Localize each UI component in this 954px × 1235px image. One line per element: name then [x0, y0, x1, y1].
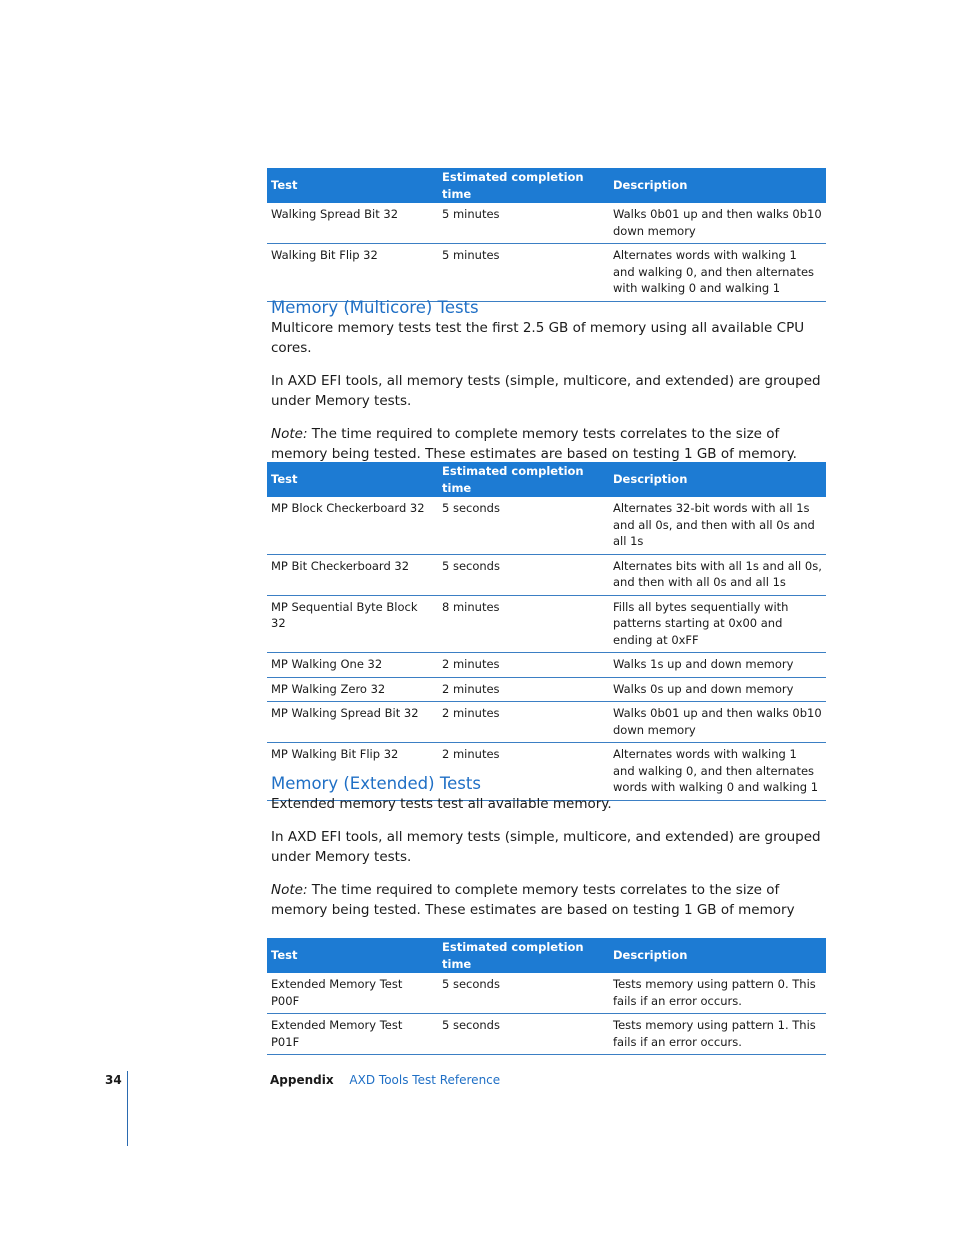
note-label: Note:	[271, 426, 308, 442]
extended-intro: Extended memory tests test all available memory.	[271, 796, 612, 812]
header-test: Test	[267, 168, 438, 203]
multicore-intro: Multicore memory tests test the first 2.5 GB of memory using all available CPU cores.	[271, 320, 805, 356]
cell-description: Walks 0s up and down memory	[609, 677, 826, 702]
table-row	[267, 203, 826, 244]
extended-note	[271, 880, 826, 920]
table-row	[267, 497, 826, 554]
note-label: Note:	[271, 882, 308, 898]
cell-description: Walks 0b01 up and then walks 0b10 down memory	[609, 702, 826, 743]
table-row	[267, 973, 826, 1014]
footer-running-title	[270, 1073, 500, 1087]
table-row	[267, 244, 826, 302]
note-text: The time required to complete memory tests correlates to the size of memory being tested. These estimates are based on testing 1 GB of memory.	[271, 426, 797, 462]
header-description: Description	[609, 938, 826, 973]
cell-time: 8 minutes	[438, 595, 609, 653]
header-description: Description	[609, 462, 826, 497]
header-test: Test	[267, 462, 438, 497]
table-row	[267, 702, 826, 743]
page-number: 34	[105, 1073, 122, 1087]
cell-test: MP Bit Checkerboard 32	[267, 554, 438, 595]
table-row	[267, 653, 826, 678]
table-row	[267, 595, 826, 653]
cell-test: MP Walking Spread Bit 32	[267, 702, 438, 743]
cell-description: Tests memory using pattern 0. This fails if an error occurs.	[609, 973, 826, 1014]
multicore-heading: Memory (Multicore) Tests	[271, 298, 479, 317]
cell-test: MP Walking Zero 32	[267, 677, 438, 702]
table-header-row	[267, 938, 826, 973]
memory-tests-table-2	[267, 462, 826, 801]
cell-time: 5 minutes	[438, 244, 609, 302]
footer-section: Appendix	[270, 1073, 334, 1087]
cell-time: 2 minutes	[438, 743, 609, 801]
cell-test: MP Block Checkerboard 32	[267, 497, 438, 554]
table-simple-block	[267, 168, 826, 302]
cell-test: MP Walking One 32	[267, 653, 438, 678]
cell-time: 5 seconds	[438, 497, 609, 554]
multicore-note	[271, 424, 826, 464]
cell-description: Fills all bytes sequentially with patterns starting at 0x00 and ending at 0xFF	[609, 595, 826, 653]
extended-grouping-text: In AXD EFI tools, all memory tests (simple, multicore, and extended) are grouped under Memory tests.	[271, 829, 821, 865]
table-multicore-block	[267, 462, 826, 801]
table-row	[267, 677, 826, 702]
note-text: The time required to complete memory tests correlates to the size of memory being tested. These estimates are based on testing 1 GB of memory	[271, 882, 795, 918]
cell-time: 5 seconds	[438, 554, 609, 595]
table-header-row	[267, 168, 826, 203]
cell-description: Walks 1s up and down memory	[609, 653, 826, 678]
cell-time: 2 minutes	[438, 677, 609, 702]
multicore-section	[271, 298, 826, 464]
table-extended-block	[267, 938, 826, 1055]
cell-description: Tests memory using pattern 1. This fails if an error occurs.	[609, 1014, 826, 1055]
cell-test: MP Sequential Byte Block 32	[267, 595, 438, 653]
header-estimated-time: Estimated completion time	[438, 938, 609, 973]
cell-description: Alternates words with walking 1 and walking 0, and then alternates with walking 0 and walking 1	[609, 244, 826, 302]
cell-time: 2 minutes	[438, 653, 609, 678]
cell-time: 5 seconds	[438, 1014, 609, 1055]
cell-description: Walks 0b01 up and then walks 0b10 down memory	[609, 203, 826, 244]
footer-divider	[127, 1071, 128, 1146]
cell-time: 5 minutes	[438, 203, 609, 244]
header-estimated-time: Estimated completion time	[438, 462, 609, 497]
memory-tests-table-1	[267, 168, 826, 302]
cell-description: Alternates bits with all 1s and all 0s, and then with all 0s and all 1s	[609, 554, 826, 595]
memory-tests-table-3	[267, 938, 826, 1055]
extended-heading: Memory (Extended) Tests	[271, 774, 481, 793]
multicore-grouping-text: In AXD EFI tools, all memory tests (simple, multicore, and extended) are grouped under Memory tests.	[271, 373, 821, 409]
cell-time: 5 seconds	[438, 973, 609, 1014]
header-test: Test	[267, 938, 438, 973]
header-description: Description	[609, 168, 826, 203]
table-header-row	[267, 462, 826, 497]
cell-test: MP Walking Bit Flip 32	[267, 743, 438, 801]
header-estimated-time: Estimated completion time	[438, 168, 609, 203]
cell-test: Walking Bit Flip 32	[267, 244, 438, 302]
extended-section	[271, 774, 826, 920]
cell-test: Extended Memory Test P01F	[267, 1014, 438, 1055]
cell-time: 2 minutes	[438, 702, 609, 743]
table-row	[267, 554, 826, 595]
footer-chapter-title: AXD Tools Test Reference	[349, 1073, 501, 1087]
cell-description: Alternates words with walking 1 and walking 0, and then alternates words with walking 0 and walking 1	[609, 743, 826, 801]
cell-description: Alternates 32-bit words with all 1s and all 0s, and then with all 0s and all 1s	[609, 497, 826, 554]
table-row	[267, 1014, 826, 1055]
cell-test: Walking Spread Bit 32	[267, 203, 438, 244]
cell-test: Extended Memory Test P00F	[267, 973, 438, 1014]
